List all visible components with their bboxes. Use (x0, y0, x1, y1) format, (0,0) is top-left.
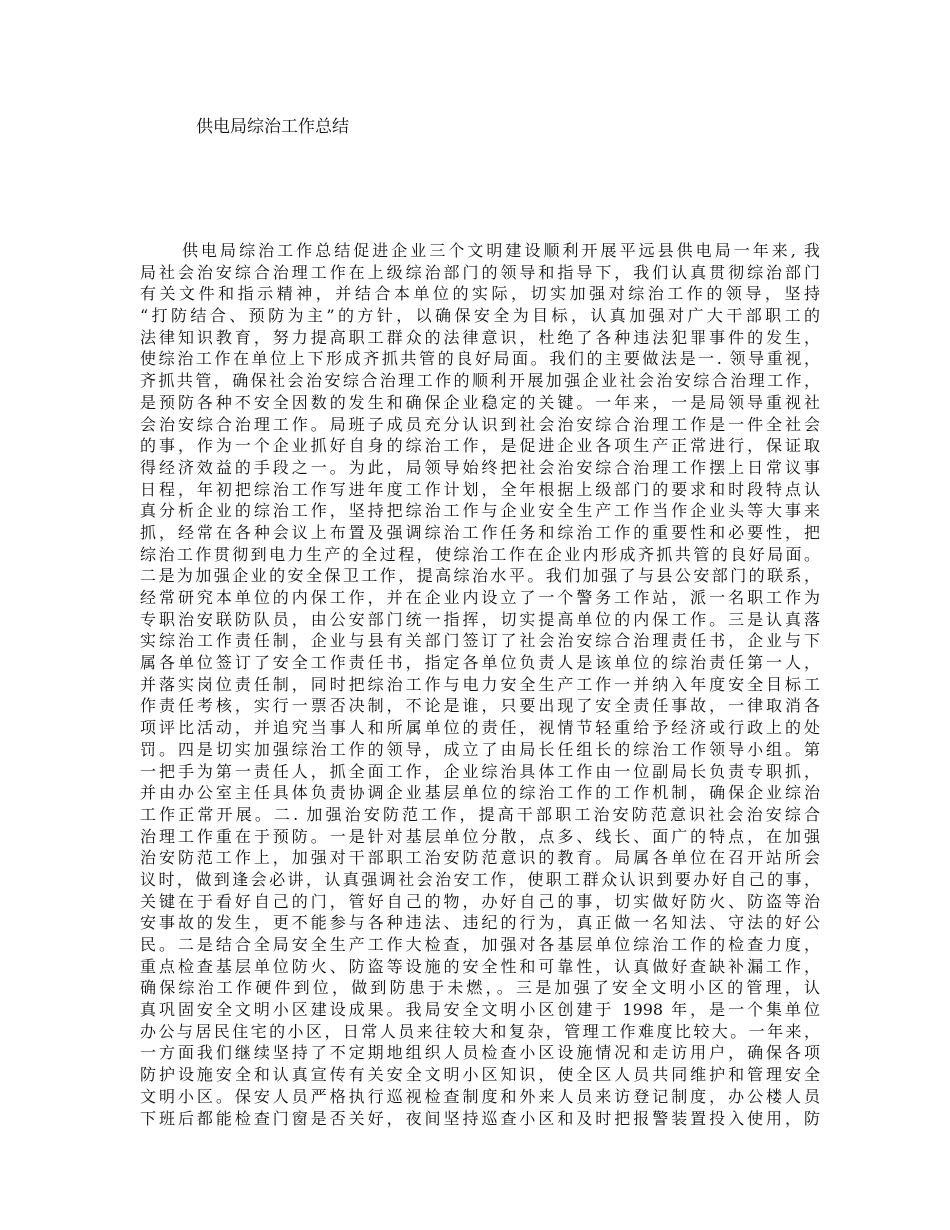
body-text-line: 治理工作重在于预防。一是针对基层单位分散，点多、线长、面广的特点，在加强 (140, 826, 820, 846)
body-text-line: 法律知识教育，努力提高职工群众的法律意识，杜绝了各种违法犯罪事件的发生， (140, 327, 820, 347)
body-text-line: 综治工作贯彻到电力生产的全过程，使综治工作在企业内形成齐抓共管的良好局面。 (140, 544, 820, 564)
body-text-line: 二是为加强企业的安全保卫工作，提高综治水平。我们加强了与县公安部门的联系， (140, 566, 820, 586)
body-text-line: 工作正常开展。二. 加强治安防范工作，提高干部职工治安防范意识社会治安综合 (140, 804, 820, 824)
body-text-line: 抓，经常在各种会议上布置及强调综治工作任务和综治工作的重要性和必要性，把 (140, 522, 820, 542)
body-text-line: 经常研究本单位的内保工作，并在企业内设立了一个警务工作站，派一名职工作为 (140, 588, 820, 607)
body-text-line: 文明小区。保安人员严格执行巡视检查制度和外来人员来访登记制度，办公楼人员 (140, 1086, 820, 1106)
body-text-line: 并落实岗位责任制，同时把综治工作与电力安全生产工作一并纳入年度安全目标工 (140, 674, 820, 694)
body-text-line: 是预防各种不安全因数的发生和确保企业稳定的关键。一年来，一是局领导重视社 (140, 392, 820, 412)
body-text-line: 并由办公室主任具体负责协调企业基层单位的综治工作的工作机制，确保企业综治 (140, 783, 820, 803)
body-text-line: 日程，年初把综治工作写进年度工作计划，全年根据上级部门的要求和时段特点认 (140, 479, 820, 499)
body-text-line: 齐抓共管，确保社会治安综合治理工作的顺利开展加强企业社会治安综合治理工作， (140, 371, 820, 391)
body-text-line: 一方面我们继续坚持了不定期地组织人员检查小区设施情况和走访用户，确保各项 (140, 1043, 820, 1063)
body-text-line: 的事，作为一个企业抓好自身的综治工作，是促进企业各项生产正常进行，保证取 (140, 436, 820, 456)
body-text-line: 一把手为第一责任人，抓全面工作，企业综治具体工作由一位副局长负责专职抓， (140, 761, 820, 781)
body-text-line: 实综治工作责任制，企业与县有关部门签订了社会治安综合治理责任书，企业与下 (140, 631, 820, 651)
body-text-line: 真分析企业的综治工作，坚持把综治工作与企业安全生产工作当作企业头等大事来 (140, 501, 820, 521)
body-text-line: “打防结合、预防为主”的方针，以确保安全为目标，认真加强对广大干部职工的 (140, 306, 820, 326)
body-text-line: 使综治工作在单位上下形成齐抓共管的良好局面。我们的主要做法是一. 领导重视， (140, 349, 820, 369)
body-text-line: 办公与居民住宅的小区，日常人员来往较大和复杂，管理工作难度比较大。一年来， (140, 1021, 820, 1041)
body-text-line: 作责任考核，实行一票否决制，不论是谁，只要出现了安全责任事故，一律取消各 (140, 696, 820, 716)
body-text-line: 议时，做到逢会必讲，认真强调社会治安工作，使职工群众认识到要办好自己的事， (140, 869, 820, 889)
body-text-line: 得经济效益的手段之一。为此，局领导始终把社会治安综合治理工作摆上日常议事 (140, 457, 820, 477)
body-text-line: 属各单位签订了安全工作责任书，指定各单位负责人是该单位的综治责任第一人， (140, 653, 820, 673)
body-text-line: 治安防范工作上，加强对干部职工治安防范意识的教育。局属各单位在召开站所会 (140, 848, 820, 868)
document-body (140, 240, 820, 1129)
body-text-line: 关键在于看好自己的门，管好自己的物，办好自己的事，切实做好防火、防盗等治 (140, 891, 820, 911)
body-text-line: 专职治安联防队员，由公安部门统一指挥，切实提高单位的内保工作。三是认真落 (140, 609, 820, 629)
body-text-line: 防护设施安全和认真宣传有关安全文明小区知识，使全区人员共同维护和管理安全 (140, 1065, 820, 1085)
body-text-line: 项评比活动，并追究当事人和所属单位的责任，视情节轻重给予经济或行政上的处 (140, 718, 820, 738)
document-title: 供电局综治工作总结 (196, 117, 349, 137)
body-text-line: 安事故的发生，更不能参与各种违法、违纪的行为，真正做一名知法、守法的好公 (140, 913, 820, 933)
body-text-line: 真巩固安全文明小区建设成果。我局安全文明小区创建于 1998 年，是一个集单位 (140, 1000, 820, 1020)
body-text-line: 民。二是结合全局安全生产工作大检查，加强对各基层单位综治工作的检查力度， (140, 935, 820, 954)
body-text-line: 确保综治工作硬件到位，做到防患于未燃，。三是加强了安全文明小区的管理，认 (140, 978, 820, 998)
body-text-line: 有关文件和指示精神，并结合本单位的实际，切实加强对综治工作的领导，坚持 (140, 284, 820, 304)
body-text-line: 重点检查基层单位防火、防盗等设施的安全性和可靠性，认真做好查缺补漏工作， (140, 956, 820, 976)
body-text-line: 会治安综合治理工作。局班子成员充分认识到社会治安综合治理工作是一件全社会 (140, 414, 820, 434)
body-text-line: 罚。四是切实加强综治工作的领导，成立了由局长任组长的综治工作领导小组。第 (140, 739, 820, 759)
body-text-line: 供电局综治工作总结促进企业三个文明建设顺利开展平远县供电局一年来, 我 (182, 241, 820, 260)
body-text-line: 下班后都能检查门窗是否关好，夜间坚持巡查小区和及时把报警装置投入使用，防 (140, 1108, 820, 1128)
body-text-line: 局社会治安综合治理工作在上级综治部门的领导和指导下，我们认真贯彻综治部门 (140, 262, 820, 282)
